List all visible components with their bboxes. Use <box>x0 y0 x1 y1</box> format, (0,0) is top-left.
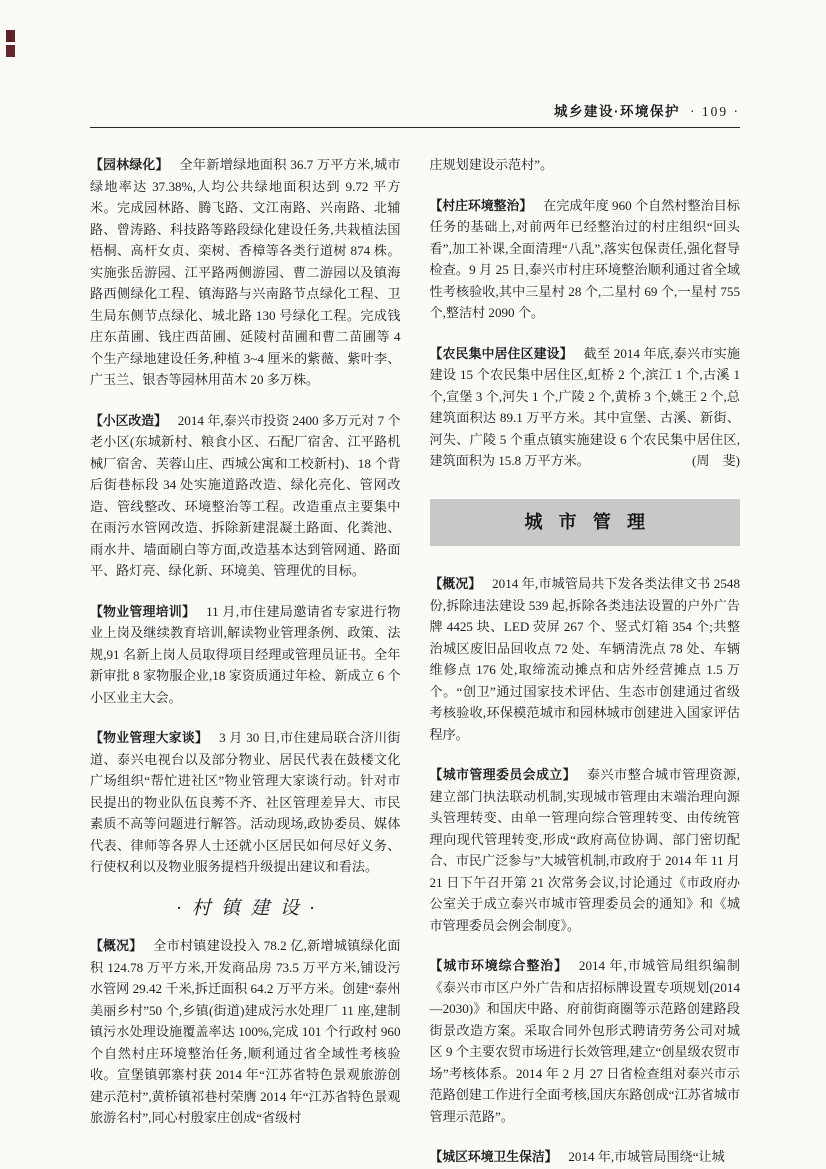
registration-mark <box>6 30 15 42</box>
entry-label: 【概况】 <box>429 576 482 591</box>
entry-city-committee <box>430 764 741 936</box>
entry-text: 11 月,市住建局邀请省专家进行物业上岗及继续教育培训,解读物业管理条例、政策、法规,91 名新上岗人员取得项目经理或管理员证书。全年新审批 8 家物服企业,18 家资质通过年检、新成立 6 个小区业主大会。 <box>90 603 401 705</box>
entry-text: 3 月 30 日,市住建局联合济川街道、泰兴电视台以及部分物业、居民代表在鼓楼文化广场组织“帮忙进社区”物业管理大家谈行动。针对市民提出的物业队伍良莠不齐、社区管理差异大、市民素质不高等问题进行解答。活动现场,政协委员、媒体代表、律师等各界人士还就小区居民如何尽好义务、行使权利以及物业服务提档升级提出建议和看法。 <box>90 730 401 874</box>
entry-text: 在完成年度 960 个自然村整治目标任务的基础上,对前两年已经整治过的村庄组织“回头看”,加工补课,全面清理“八乱”,落实包保责任,强化督导检查。9 月 25 日,泰兴市村庄环境整治顺利通过省全域性考核验收,其中三星村 28 个,二星村 69 个,一星村 755 个,整洁村 2090 个。 <box>429 197 741 320</box>
entry-village-environment <box>430 195 741 324</box>
entry-property-training <box>90 601 401 709</box>
entry-label: 【城市环境综合整治】 <box>429 958 569 973</box>
entry-label: 【园林绿化】 <box>90 157 169 172</box>
entry-environment-improvement <box>430 955 741 1127</box>
entry-garden-greening <box>90 154 401 391</box>
entry-label: 【物业管理大家谈】 <box>90 730 209 745</box>
entry-city-overview <box>430 573 741 745</box>
entry-farmer-housing <box>430 343 741 472</box>
section-banner-city-management: 城市管理 <box>430 499 741 547</box>
right-column <box>430 154 741 1168</box>
entry-text: 2014 年,泰兴市投资 2400 多万元对 7 个老小区(东城新村、粮食小区、石配厂宿舍、江平路机械厂宿舍、芙蓉山庄、西城公寓和工校新村)、18 个背后街巷标段 34 处实施道路改造、绿化亮化、管网改造、管线整改、环境整治等工程。改造重点主要集中在雨污水管网改造、拆除新建混凝土路面、化粪池、雨水井、墙面刷白等方面,改造基本达到管网通、路面平、路灯亮、绿化新、环境美、管理优的目标。 <box>90 412 401 578</box>
page-content <box>90 100 740 1168</box>
author-attribution: (周 斐) <box>691 453 740 468</box>
entry-text: 2014 年,市城管局围绕“让城 <box>568 1149 725 1164</box>
section-heading-village-construction: ·村镇建设· <box>176 897 325 919</box>
entry-sanitation <box>430 1146 741 1168</box>
entry-community-renovation <box>90 410 401 582</box>
entry-text: 全年新增绿地面积 36.7 万平方米,城市绿地率达 37.38%,人均公共绿地面积达到 9.72 平方米。完成园林路、腾飞路、文江南路、兴南路、北辅路、曾涛路、科技路等路段绿化建设任务,共栽植法国梧桐、高杆女贞、栾树、香樟等各类行道树 874 株。实施张岳游园、江平路两侧游园、曹二游园以及镇海路西侧绿化工程、镇海路与兴南路节点绿化工程、卫生局东侧节点绿化、城北路 130 号绿化工程。完成钱庄东苗圃、钱庄西苗圃、延陵村苗圃和曹二苗圃等 4 个生产绿地建设任务,种植 3~4 厘米的紫薇、紫叶李、广玉兰、银杏等园林用苗木 20 多万株。 <box>90 157 401 387</box>
left-column <box>90 154 401 1168</box>
entry-label: 【城市管理委员会成立】 <box>429 767 577 782</box>
entry-text: 2014 年,市城管局组织编制《泰兴市市区户外广告和店招标牌设置专项规划(2014—2030)》和国庆中路、府前街商圈等示范路创建路段街景改造方案。采取合同外包形式聘请劳务公司对城区 9 个主要农贸市场进行长效管理,建立“创星级农贸市场”考核体系。2014 年 2 月 27 日省检查组对泰兴市示范路创建工作进行全面考核,国庆东路创成“江苏省城市管理示范路”。 <box>429 958 741 1124</box>
entry-text: 全市村镇建设投入 78.2 亿,新增城镇绿化面积 124.78 万平方米,开发商品房 73.5 万平方米,铺设污水管网 29.42 千米,拆迁面积 64.2 万平方米。创建“泰州美丽乡村”50 个,乡镇(街道)建成污水处理厂 11 座,建制镇污水处理设施覆盖率达 100%,完成 101 个行政村 960 个自然村庄环境整治任务,顺利通过省全域性考核验收。宣堡镇郭寨村获 2014 年“江苏省特色景观旅游创建示范村”,黄桥镇祁巷村荣膺 2014 年“江苏省特色景观旅游名村”,同心村殷家庄创成“省级村 <box>90 938 401 1125</box>
entry-village-overview <box>90 935 401 1129</box>
header-page-number: · 109 · <box>690 104 740 119</box>
entry-label: 【物业管理培训】 <box>90 603 196 619</box>
entry-label: 【农民集中居住区建设】 <box>429 345 573 361</box>
entry-text: 泰兴市整合城市管理资源,建立部门执法联动机制,实现城市管理由末端治理向源头管理转变、由单一管理向综合管理转变、由传统管理向现代管理转变,形成“政府高位协调、部门密切配合、市民广泛参与”大城管机制,市政府于 2014 年 11 月 21 日下午召开第 21 次常务会议,讨论通过《市政府办公室关于成立泰兴市城市管理委员会的通知》和《城市管理委员会例会制度》。 <box>429 767 740 933</box>
entry-label: 【村庄环境整治】 <box>429 197 533 213</box>
entry-label: 【概况】 <box>90 938 143 953</box>
entry-property-forum <box>90 727 401 878</box>
entry-label: 【小区改造】 <box>90 412 167 428</box>
entry-text: 2014 年,市城管局共下发各类法律文书 2548 份,拆除违法建设 539 起,拆除各类违法设置的户外广告牌 4425 块、LED 荧屏 267 个、竖式灯箱 354 个;共整治城区废旧品回收点 72 处、车辆清洗点 78 处、车辆维修点 176 处,取缔流动摊点和店外经营摊点 1.5 万个。“创卫”通过国家技术评估、生态市创建通过省级考核验收,环保模范城市和园林城市创建进入国家评估程序。 <box>429 576 740 742</box>
registration-mark <box>6 45 15 57</box>
text-columns <box>90 154 740 1168</box>
entry-label: 【城区环境卫生保洁】 <box>429 1149 558 1164</box>
entry-text: 截至 2014 年底,泰兴市实施建设 15 个农民集中居住区,虹桥 2 个,滨江 1 个,古溪 1 个,宣堡 3 个,河失 1 个,广陵 2 个,黄桥 3 个,姚王 2 个,总建筑面积达 89.1 万平方米。其中宣堡、古溪、新街、河失、广陵 5 个重点镇实施建设 6 个农民集中居住区,建筑面积为 15.8 万平方米。 <box>429 345 740 468</box>
header-section-title: 城乡建设·环境保护 <box>554 104 680 119</box>
running-header <box>90 100 740 128</box>
continuation-text: 庄规划建设示范村”。 <box>429 157 554 172</box>
